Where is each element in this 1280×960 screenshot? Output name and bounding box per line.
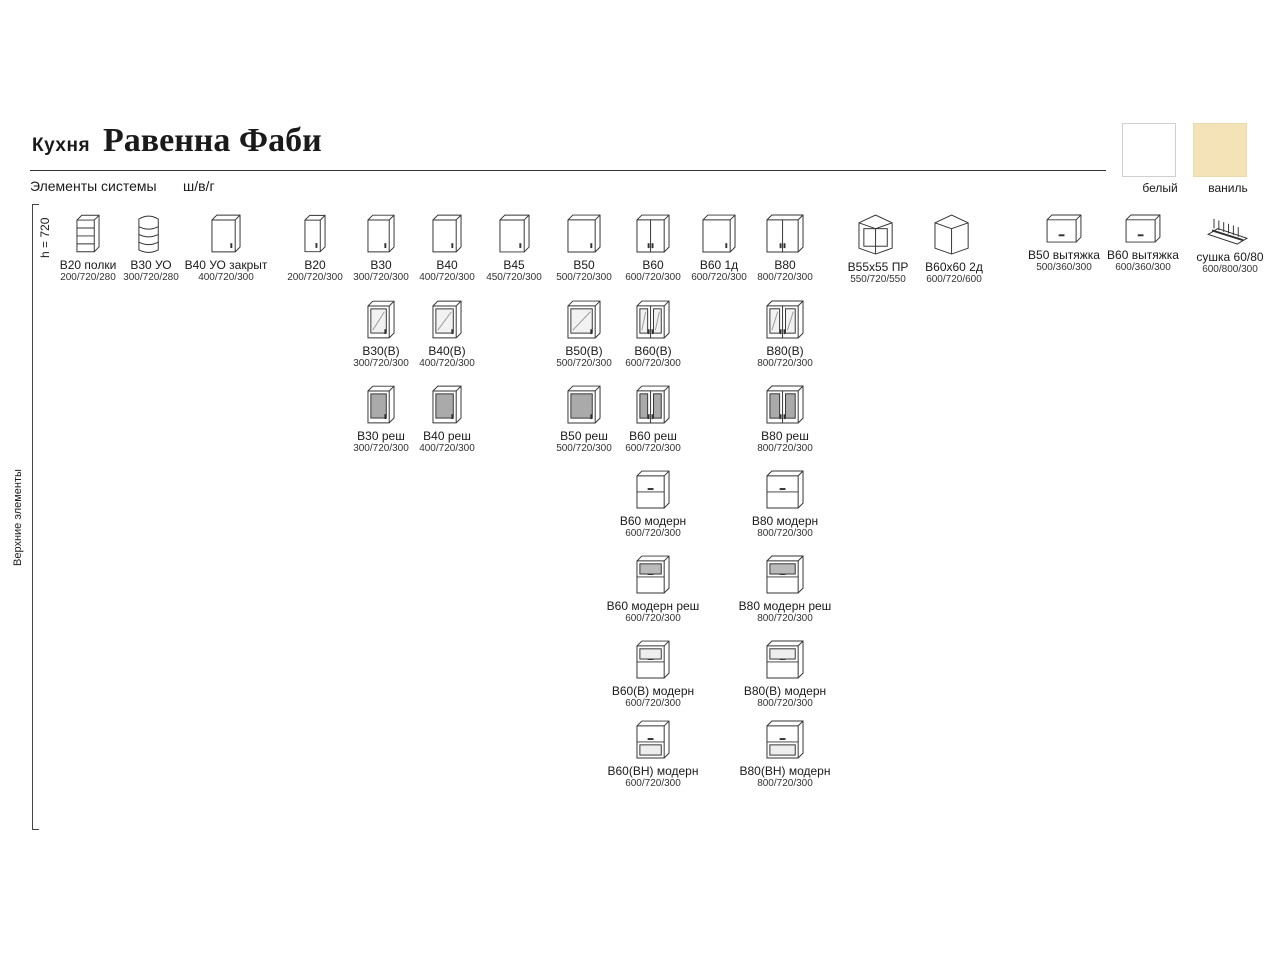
cabinet-name: В60 модерн реш (606, 599, 700, 613)
swatch-vanilla (1193, 123, 1247, 177)
lattice-door-cabinet-icon (432, 385, 462, 425)
cabinet-name: В50 (573, 258, 595, 272)
cabinet-item (598, 385, 708, 455)
kitchen-word: Кухня (32, 135, 91, 156)
cabinet-dimensions: 600/800/300 (1202, 264, 1258, 275)
cabinet-dimensions: 600/720/300 (625, 443, 681, 454)
cabinet-dimensions: 600/720/300 (625, 358, 681, 369)
cabinet-name: В80 модерн реш (738, 599, 832, 613)
glass-door-cabinet-icon (432, 300, 462, 340)
cabinet-name: В40(В) (428, 344, 466, 358)
single-door-cabinet-icon (499, 214, 530, 254)
cabinet-item (598, 555, 708, 625)
single-door-cabinet-icon (304, 214, 326, 254)
double-lattice-door-cabinet-icon (636, 385, 670, 425)
single-door-cabinet-icon (367, 214, 395, 254)
cabinet-name: В40 (436, 258, 458, 272)
corner-double-door-cabinet-icon (934, 214, 974, 256)
cabinet-dimensions: 500/720/300 (556, 272, 612, 283)
glass-door-cabinet-icon (367, 300, 395, 340)
cabinet-item (598, 470, 708, 540)
units-label: ш/в/г (183, 178, 215, 194)
cabinet-dimensions: 600/720/300 (691, 272, 747, 283)
cabinet-item (730, 555, 840, 625)
cabinet-name: В20 полки (59, 258, 117, 272)
cabinet-dimensions: 300/720/300 (353, 443, 409, 454)
cabinet-item (730, 300, 840, 370)
cabinet-item (392, 300, 502, 370)
lift-up-lower-glass-cabinet-icon (636, 720, 670, 760)
cabinet-item (392, 385, 502, 455)
cabinet-name: В40 УО закрыт (184, 258, 268, 272)
cabinet-name: В60 реш (629, 429, 677, 443)
round-end-shelf-icon (136, 214, 166, 254)
cabinet-dimensions: 400/720/300 (198, 272, 254, 283)
cabinet-dimensions: 550/720/550 (850, 274, 906, 285)
cabinet-name: В60 вытяжка (1107, 248, 1179, 262)
cabinet-name: сушка 60/80 (1196, 250, 1264, 264)
cabinet-item (730, 385, 840, 455)
lift-up-lattice-cabinet-icon (766, 555, 804, 595)
cabinet-dimensions: 600/720/600 (926, 274, 982, 285)
lattice-door-cabinet-icon (567, 385, 601, 425)
cabinet-name: В30 (370, 258, 392, 272)
single-door-cabinet-icon (432, 214, 462, 254)
cabinet-dimensions: 200/720/280 (60, 272, 116, 283)
cabinet-name: В80 реш (761, 429, 809, 443)
double-door-cabinet-icon (766, 214, 804, 254)
section-label: Верхние элементы (12, 469, 24, 566)
cabinet-dimensions: 500/360/300 (1036, 262, 1092, 273)
cabinet-name: В60(В) (634, 344, 672, 358)
swatch-vanilla-label: ваниль (1208, 181, 1248, 195)
cabinet-name: В60 1д (699, 258, 739, 272)
cabinet-name: В50 реш (560, 429, 608, 443)
cabinet-name: В30(В) (362, 344, 400, 358)
cabinet-name: В50(В) (565, 344, 603, 358)
dish-drainer-icon (1207, 214, 1253, 246)
cabinet-name: В50 вытяжка (1028, 248, 1100, 262)
height-label: h = 720 (38, 217, 52, 258)
lift-up-glass-cabinet-icon (766, 640, 804, 680)
cabinet-name: В60(В) модерн (611, 684, 695, 698)
double-glass-door-cabinet-icon (766, 300, 804, 340)
cabinet-dimensions: 500/720/300 (556, 443, 612, 454)
cabinet-dimensions: 200/720/300 (287, 272, 343, 283)
cabinet-dimensions: 800/720/300 (757, 778, 813, 789)
cabinet-dimensions: 600/720/300 (625, 528, 681, 539)
swatch-white (1122, 123, 1176, 177)
cabinet-name: В60(ВН) модерн (607, 764, 699, 778)
cabinet-dimensions: 600/720/300 (625, 613, 681, 624)
cabinet-dimensions: 800/720/300 (757, 358, 813, 369)
cabinet-name: В30 реш (357, 429, 405, 443)
glass-door-cabinet-icon (567, 300, 601, 340)
bracket-top-tick (32, 204, 39, 205)
cabinet-item (598, 300, 708, 370)
collection-title: Равенна Фаби (103, 122, 322, 159)
double-lattice-door-cabinet-icon (766, 385, 804, 425)
cabinet-dimensions: 600/360/300 (1115, 262, 1171, 273)
cabinet-name: В40 реш (423, 429, 471, 443)
section-bracket (32, 204, 33, 830)
cabinet-name: В55х55 ПР (847, 260, 909, 274)
cabinet-name: В30 УО (130, 258, 172, 272)
lift-up-cabinet-icon (766, 470, 804, 510)
cabinet-name: В80(В) (766, 344, 804, 358)
cabinet-item (730, 470, 840, 540)
cabinet-name: В60 модерн (619, 514, 687, 528)
cabinet-dimensions: 600/720/300 (625, 778, 681, 789)
lift-up-cabinet-icon (636, 470, 670, 510)
cabinet-item (598, 720, 708, 790)
cabinet-name: В60х60 2д (925, 260, 983, 274)
cabinet-name: В80(В) модерн (743, 684, 827, 698)
lattice-door-cabinet-icon (367, 385, 395, 425)
cabinet-dimensions: 600/720/300 (625, 698, 681, 709)
cabinet-dimensions: 800/720/300 (757, 528, 813, 539)
cabinet-dimensions: 300/720/300 (353, 358, 409, 369)
cabinet-name: В80(ВН) модерн (739, 764, 831, 778)
cabinet-dimensions: 450/720/300 (486, 272, 542, 283)
lift-up-lattice-cabinet-icon (636, 555, 670, 595)
cabinet-dimensions: 800/720/300 (757, 698, 813, 709)
lift-up-glass-cabinet-icon (636, 640, 670, 680)
cabinet-dimensions: 500/720/300 (556, 358, 612, 369)
cabinet-dimensions: 800/720/300 (757, 272, 813, 283)
cabinet-item (730, 640, 840, 710)
cabinet-dimensions: 600/720/300 (625, 272, 681, 283)
cabinet-item (899, 214, 1009, 286)
hood-cabinet-icon (1125, 214, 1161, 244)
double-glass-door-cabinet-icon (636, 300, 670, 340)
cabinet-dimensions: 300/720/300 (353, 272, 409, 283)
cabinet-dimensions: 800/720/300 (757, 443, 813, 454)
corner-cabinet-icon (858, 214, 898, 256)
closed-end-cabinet-icon (211, 214, 241, 254)
cabinet-item (730, 720, 840, 790)
cabinet-name: В45 (503, 258, 525, 272)
subtitle: Элементы системы (30, 178, 157, 194)
cabinet-dimensions: 400/720/300 (419, 358, 475, 369)
cabinet-name: В80 (774, 258, 796, 272)
cabinet-name: В60 (642, 258, 664, 272)
cabinet-dimensions: 400/720/300 (419, 443, 475, 454)
cabinet-name: В20 (304, 258, 326, 272)
cabinet-dimensions: 300/720/280 (123, 272, 179, 283)
single-door-cabinet-icon (567, 214, 601, 254)
bracket-bottom-tick (32, 829, 39, 830)
cabinet-name: В80 модерн (751, 514, 819, 528)
cabinet-dimensions: 400/720/300 (419, 272, 475, 283)
cabinet-item (598, 640, 708, 710)
lift-up-lower-glass-cabinet-icon (766, 720, 804, 760)
hood-cabinet-icon (1046, 214, 1082, 244)
swatch-white-label: белый (1142, 181, 1178, 195)
cabinet-dimensions: 800/720/300 (757, 613, 813, 624)
header-rule (30, 170, 1106, 171)
cabinet-item (1175, 214, 1280, 276)
